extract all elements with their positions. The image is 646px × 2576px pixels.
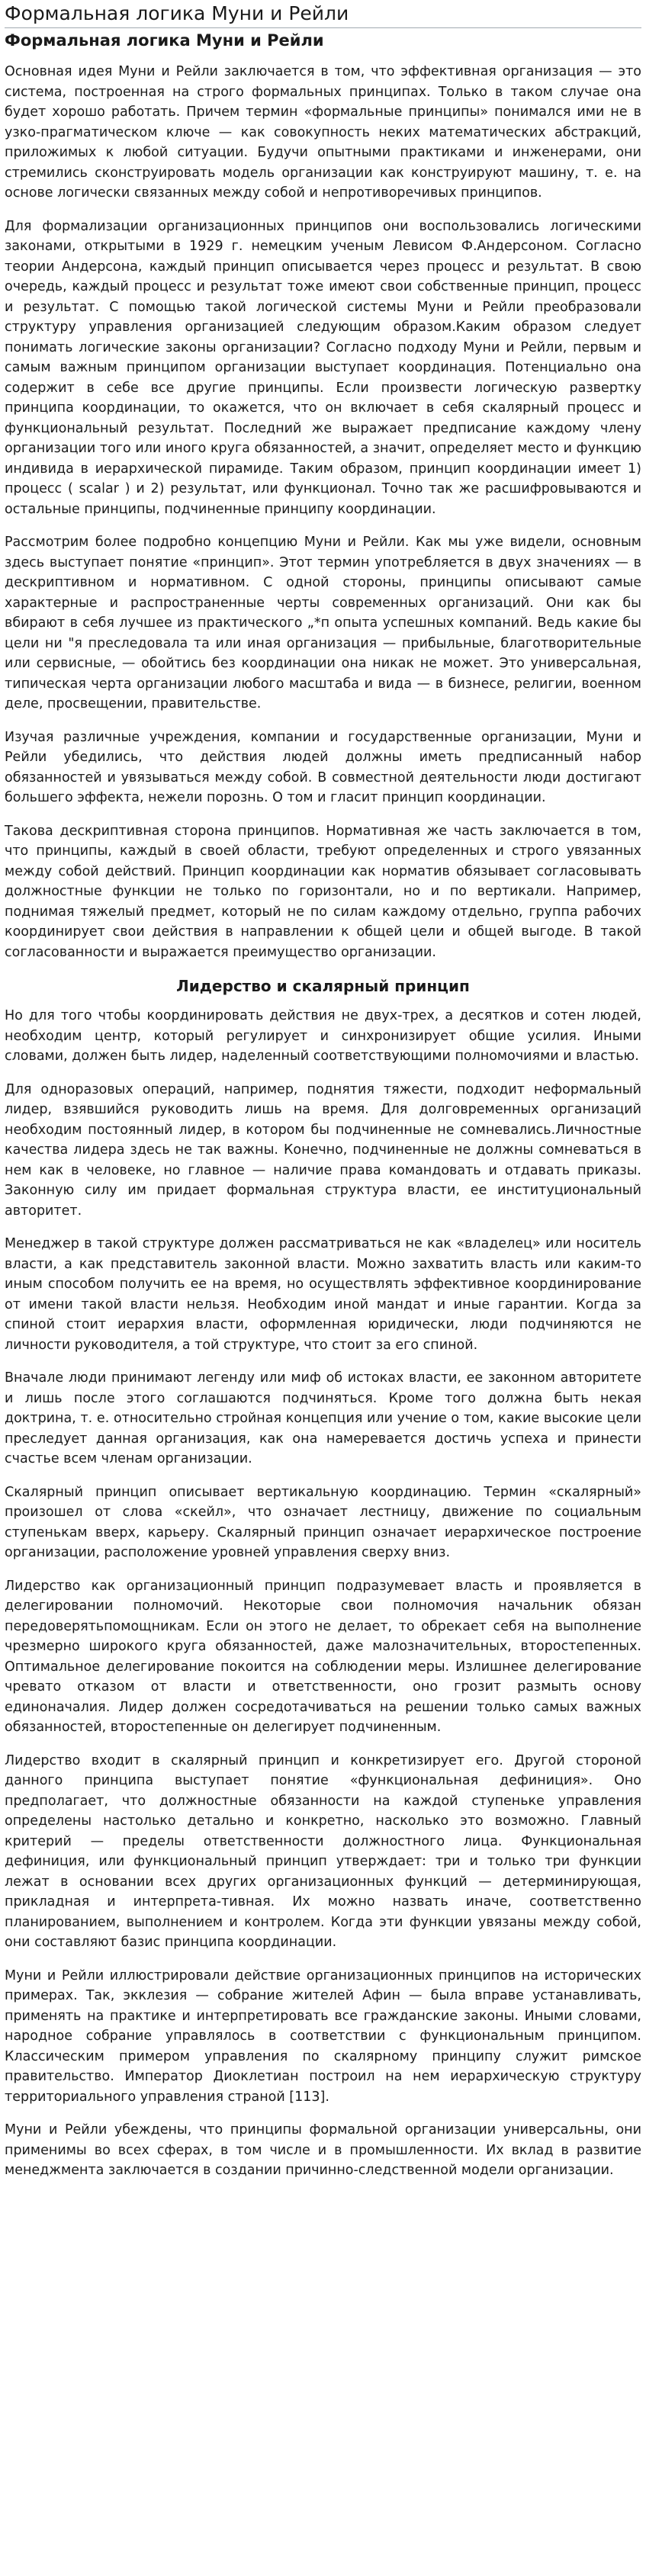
paragraph: Скалярный принцип описывает вертикальную координацию. Термин «скалярный» произошел от слова «скейл», что означает лестницу, движение по социальным ступенькам вверх, карьеру. Скалярный принцип означает иерархическое построение организации, расположение уровней управления сверху вниз. [5,1484,641,1560]
paragraph: Такова дескриптивная сторона принципов. Нормативная же часть заключается в том, что принципы, каждый в своей области, требуют определенных и строго увязанных между собой действий. Принцип координации как норматив обязывает согласовывать должностные функции не только по горизонтали, но и по вертикали. Например, поднимая тяжелый предмет, который не по силам каждому отдельно, группа рабочих координирует свои действия в направлении к общей цели и общей выгоде. В такой согласованности и выражается преимущество организации. [5,823,641,960]
paragraph: Но для того чтобы координировать действия не двух-трех, а десятков и сотен людей, необходим центр, который регулирует и синхронизирует общие усилия. Иными словами, должен быть лидер, наделенный соответствующими полномочиями и властью. [5,1008,641,1064]
section-heading: Лидерство и скалярный принцип [176,977,470,995]
article-heading: Формальная логика Муни и Рейли [5,31,324,50]
page-title: Формальная логика Муни и Рейли [5,2,641,28]
paragraph: Муни и Рейли иллюстрировали действие организационных принципов на исторических примерах. Так, экклезия — собрание жителей Афин — была вправе устанавливать, применять на практике и интерпретировать все гражданские законы. Иными словами, народное собрание управлялось в соответствии с функциональным принципом. Классическим примером управления по скалярному принципу служит римское правительство. Император Диоклетиан построил на нем иерархическую структуру территориального управления страной [113]. [5,1967,641,2105]
paragraph: Рассмотрим более подробно концепцию Муни и Рейли. Как мы уже видели, основным здесь выступает понятие «принцип». Этот термин употребляется в двух значениях — в дескриптивном и нормативном. С одной стороны, принципы описывают самые характерные и распространенные черты современных организаций. Они как бы вбирают в себя лучшее из практического „*п опыта успешных компаний. Ведь какие бы цели ни "я преследовала та или иная организация — прибыльные, благотворительные или сервисные, — обойтись без координации она никак не может. Это универсальная, типическая черта организации любого масштаба и вида — в бизнесе, религии, военном деле, просвещении, правительстве. [5,535,641,711]
paragraph: Муни и Рейли убеждены, что принципы формальной организации универсальны, они применимы во всех сферах, в том числе и в промышленности. Их вклад в развитие менеджмента заключается в создании причинно-следственной модели организации. [5,2122,641,2178]
section-formal-logic [5,62,641,962]
section-leadership [5,1006,641,2181]
paragraph: Изучая различные учреждения, компании и государственные организации, Муни и Рейли убедились, что действия людей должны иметь предписанный набор обязанностей и увязываться между собой. В совместной деятельности люди достигают большего эффекта, нежели порознь. О том и гласит принцип координации. [5,729,641,805]
paragraph: Для одноразовых операций, например, поднятия тяжести, подходит неформальный лидер, взявшийся руководить лишь на время. Для долговременных организаций необходим постоянный лидер, в котором бы подчиненные не сомневались.Личностные качества лидера здесь не так важны. Конечно, подчиненные не должны сомневаться в нем как в человеке, но главное — наличие права командовать и отдавать приказы. Законную силу им придает формальная структура власти, ее институциональный авторитет. [5,1081,641,1219]
paragraph: Основная идея Муни и Рейли заключается в том, что эффективная организация — это система, построенная на строго формальных принципах. Только в таком случае она будет хорошо работать. Причем термин «формальные принципы» понимался ими не в узко-прагматическом ключе — как совокупность неких математических абстракций, приложимых к любой ситуации. Будучи опытными практиками и инженерами, они стремились сконструировать модель организации как конструируют машину, т. е. на основе логически связанных между собой и непротиворечивых принципов. [5,64,641,201]
paragraph: Вначале люди принимают легенду или миф об истоках власти, ее законном авторитете и лишь после этого соглашаются подчиняться. Кроме того должна быть некая доктрина, т. е. относительно стройная концепция или учение о том, какие высокие цели преследует данная организация, как она намеревается достичь успеха и принести счастье всем членам организации. [5,1370,641,1466]
document-page [0,2,646,2181]
paragraph: Для формализации организационных принципов они воспользовались логическими законами, открытыми в 1929 г. немецким ученым Левисом Ф.Андерсоном. Согласно теории Андерсона, каждый принцип описывается через процесс и результат. В свою очередь, каждый процесс и результат тоже имеют свои собственные принцип, процесс и результат. С помощью такой логической системы Муни и Рейли преобразовали структуру управления организацией следующим образом.Каким образом следует понимать логические законы организации? Согласно подходу Муни и Рейли, первым и самым важным принципом организации выступает координация. Потенциально она содержит в себе все другие принципы. Если произвести логическую развертку принципа координации, то окажется, что он включает в себя скалярный процесс и функциональный результат. Последний же выражает предписание каждому члену организации того или иного круга обязанностей, а значит, определяет место и функцию индивида в иерархической пирамиде. Таким образом, принцип координации имеет 1) процесс ( scalar ) и 2) результат, или функционал. Точно так же расшифровываются и остальные принципы, подчиненные принципу координации. [5,218,641,517]
paragraph: Менеджер в такой структуре должен рассматриваться не как «владелец» или носитель власти, а как представитель законной власти. Можно захватить власть или каким-то иным способом получить ее на время, но осуществлять эффективное координирование от имени такой власти нельзя. Необходим иной мандат и иные гарантии. Когда за спиной стоит иерархия власти, оформленная юридически, люди подчиняются не личности руководителя, а той структуре, что стоит за его спиной. [5,1236,641,1353]
paragraph: Лидерство входит в скалярный принцип и конкретизирует его. Другой стороной данного принципа выступает понятие «функциональная дефиниция». Оно предполагает, что должностные обязанности на каждой ступеньке управления определены настолько детально и конкретно, насколько это возможно. Главный критерий — пределы ответственности должностного лица. Функциональная дефиниция, или функциональный принцип утверждает: три и только три функции лежат в основании всех других организационных функций — детерминирующая, прикладная и интерпрета-тивная. Их можно назвать иначе, соответственно планированием, выполнением и контролем. Когда эти функции увязаны между собой, они составляют базис принципа координации. [5,1752,641,1950]
paragraph: Лидерство как организационный принцип подразумевает власть и проявляется в делегировании полномочий. Некоторые свои полномочия начальник обязан передоверятьпомощникам. Если он этого не делает, то обрекает себя на выполнение чрезмерно широкого круга обязанностей, даже малозначительных, второстепенных. Оптимальное делегирование покоится на соблюдении меры. Излишнее делегирование чревато отказом от власти и ответственности, оно грозит размыть основу единоначалия. Лидер должен сосредотачиваться на решении только самых важных обязанностей, второстепенные он делегирует подчиненным. [5,1578,641,1735]
